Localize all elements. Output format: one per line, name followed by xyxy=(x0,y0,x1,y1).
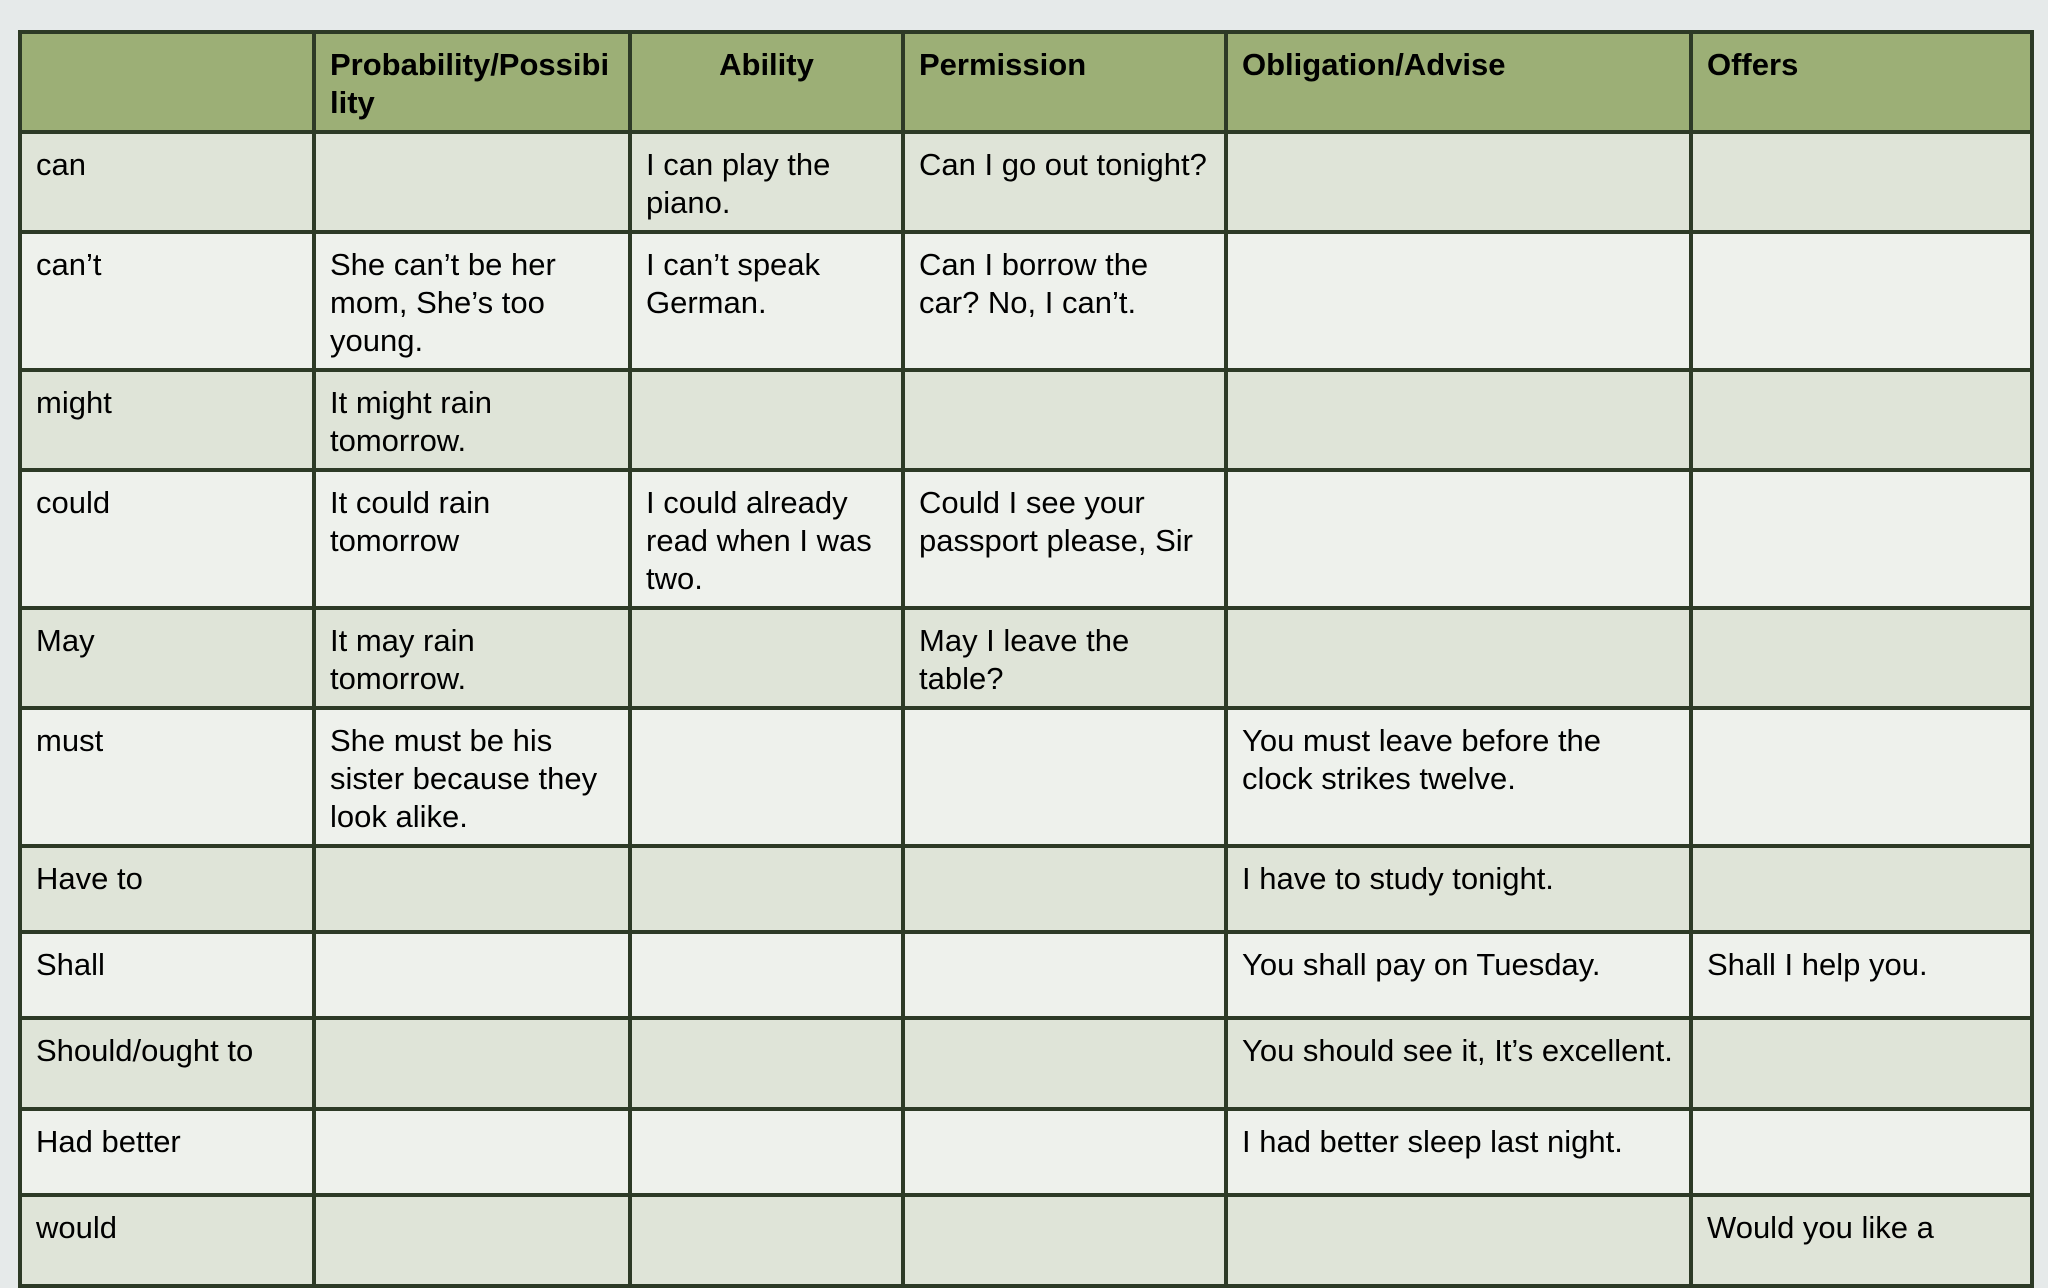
header-row xyxy=(20,32,2032,132)
header-cell-offers: Offers xyxy=(1691,32,2032,132)
permission-cell: Can I borrow the car? No, I can’t. xyxy=(903,232,1226,370)
permission-cell xyxy=(903,1018,1226,1109)
table-row xyxy=(20,608,2032,708)
offers-cell xyxy=(1691,232,2032,370)
permission-cell: May I leave the table? xyxy=(903,608,1226,708)
probability-cell xyxy=(314,846,630,932)
header-cell-permission: Permission xyxy=(903,32,1226,132)
ability-cell xyxy=(630,708,903,846)
table-body xyxy=(20,132,2032,1286)
modal-cell: Shall xyxy=(20,932,314,1018)
modal-cell: must xyxy=(20,708,314,846)
permission-cell xyxy=(903,932,1226,1018)
ability-cell xyxy=(630,1018,903,1109)
modal-cell: can’t xyxy=(20,232,314,370)
probability-cell: She can’t be her mom, She’s too young. xyxy=(314,232,630,370)
probability-cell xyxy=(314,132,630,232)
table-row xyxy=(20,232,2032,370)
ability-cell: I can’t speak German. xyxy=(630,232,903,370)
offers-cell xyxy=(1691,708,2032,846)
obligation-cell xyxy=(1226,1195,1691,1286)
offers-cell xyxy=(1691,132,2032,232)
obligation-cell xyxy=(1226,470,1691,608)
probability-cell xyxy=(314,932,630,1018)
obligation-cell: I had better sleep last night. xyxy=(1226,1109,1691,1195)
header-cell-probability: Probability/Possibility xyxy=(314,32,630,132)
modal-cell: might xyxy=(20,370,314,470)
table-row xyxy=(20,932,2032,1018)
obligation-cell xyxy=(1226,608,1691,708)
permission-cell xyxy=(903,846,1226,932)
offers-cell xyxy=(1691,608,2032,708)
obligation-cell xyxy=(1226,132,1691,232)
modal-cell: May xyxy=(20,608,314,708)
probability-cell: She must be his sister because they look alike. xyxy=(314,708,630,846)
modal-cell: can xyxy=(20,132,314,232)
table-row xyxy=(20,1018,2032,1109)
probability-cell: It might rain tomorrow. xyxy=(314,370,630,470)
modal-cell: Have to xyxy=(20,846,314,932)
probability-cell: It may rain tomorrow. xyxy=(314,608,630,708)
probability-cell xyxy=(314,1018,630,1109)
offers-cell xyxy=(1691,1018,2032,1109)
obligation-cell: You should see it, It’s excellent. xyxy=(1226,1018,1691,1109)
permission-cell xyxy=(903,1195,1226,1286)
table-row xyxy=(20,370,2032,470)
permission-cell: Could I see your passport please, Sir xyxy=(903,470,1226,608)
ability-cell xyxy=(630,1195,903,1286)
offers-cell xyxy=(1691,370,2032,470)
permission-cell xyxy=(903,708,1226,846)
table-row xyxy=(20,846,2032,932)
permission-cell xyxy=(903,1109,1226,1195)
ability-cell xyxy=(630,370,903,470)
table-row xyxy=(20,708,2032,846)
header-cell-obligation: Obligation/Advise xyxy=(1226,32,1691,132)
permission-cell xyxy=(903,370,1226,470)
ability-cell xyxy=(630,932,903,1018)
obligation-cell: I have to study tonight. xyxy=(1226,846,1691,932)
modal-verbs-table xyxy=(18,30,2034,1288)
ability-cell xyxy=(630,608,903,708)
modal-cell: would xyxy=(20,1195,314,1286)
probability-cell xyxy=(314,1195,630,1286)
ability-cell: I can play the piano. xyxy=(630,132,903,232)
table-row xyxy=(20,1109,2032,1195)
table-row xyxy=(20,132,2032,232)
ability-cell: I could already read when I was two. xyxy=(630,470,903,608)
table-row xyxy=(20,470,2032,608)
offers-cell: Would you like a xyxy=(1691,1195,2032,1286)
ability-cell xyxy=(630,846,903,932)
offers-cell xyxy=(1691,1109,2032,1195)
modal-cell: Had better xyxy=(20,1109,314,1195)
modal-cell: Should/ought to xyxy=(20,1018,314,1109)
obligation-cell xyxy=(1226,232,1691,370)
obligation-cell xyxy=(1226,370,1691,470)
offers-cell: Shall I help you. xyxy=(1691,932,2032,1018)
obligation-cell: You must leave before the clock strikes twelve. xyxy=(1226,708,1691,846)
header-cell-ability: Ability xyxy=(630,32,903,132)
probability-cell xyxy=(314,1109,630,1195)
ability-cell xyxy=(630,1109,903,1195)
offers-cell xyxy=(1691,846,2032,932)
permission-cell: Can I go out tonight? xyxy=(903,132,1226,232)
obligation-cell: You shall pay on Tuesday. xyxy=(1226,932,1691,1018)
modal-cell: could xyxy=(20,470,314,608)
probability-cell: It could rain tomorrow xyxy=(314,470,630,608)
header-cell-blank xyxy=(20,32,314,132)
offers-cell xyxy=(1691,470,2032,608)
table-row xyxy=(20,1195,2032,1286)
